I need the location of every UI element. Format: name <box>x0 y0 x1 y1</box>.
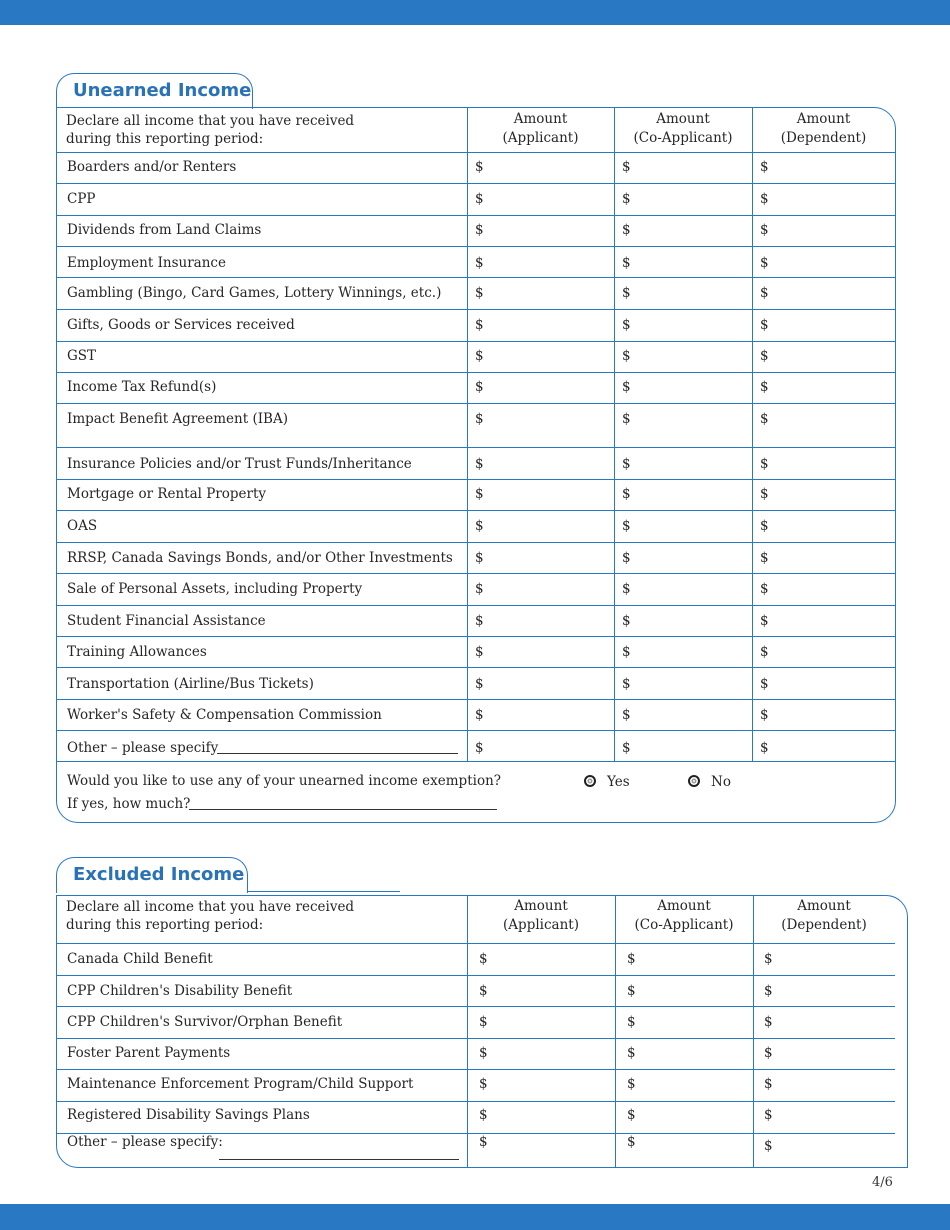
row-divider <box>56 542 895 543</box>
amount-dependent-field[interactable]: $ <box>760 550 769 566</box>
amount-applicant-field[interactable]: $ <box>479 1045 488 1061</box>
col-label-amount: Amount <box>796 111 851 127</box>
amount-applicant-field[interactable]: $ <box>475 740 484 756</box>
row-divider <box>56 605 895 606</box>
row-label: Dividends from Land Claims <box>67 222 262 238</box>
amount-coapplicant-field[interactable]: $ <box>622 676 631 692</box>
amount-dependent-field[interactable]: $ <box>760 159 769 175</box>
col-label-amount: Amount <box>657 898 711 914</box>
amount-dependent-field[interactable]: $ <box>760 486 769 502</box>
amount-dependent-field[interactable]: $ <box>760 411 769 427</box>
amount-dependent-field[interactable]: $ <box>760 518 769 534</box>
amount-applicant-field[interactable]: $ <box>475 518 484 534</box>
row-label: Employment Insurance <box>67 255 226 271</box>
row-divider <box>56 309 895 310</box>
row-divider <box>56 1133 895 1134</box>
col-label-amount: Amount <box>656 111 710 127</box>
exemption-no-label: No <box>711 774 731 790</box>
amount-applicant-field[interactable]: $ <box>475 676 484 692</box>
row-divider <box>56 699 895 700</box>
amount-dependent-field[interactable]: $ <box>760 379 769 395</box>
row-divider <box>56 943 895 944</box>
row-label: Other – please specify <box>67 740 219 756</box>
amount-coapplicant-field[interactable]: $ <box>622 348 631 364</box>
amount-dependent-field[interactable]: $ <box>760 348 769 364</box>
amount-coapplicant-field[interactable]: $ <box>622 581 631 597</box>
amount-coapplicant-field[interactable]: $ <box>627 1076 636 1092</box>
row-label: Income Tax Refund(s) <box>67 379 217 395</box>
row-divider <box>56 403 895 404</box>
row-divider <box>56 1038 895 1039</box>
exemption-question: Would you like to use any of your unearned income exemption? <box>67 773 502 789</box>
amount-coapplicant-field[interactable]: $ <box>622 159 631 175</box>
col-label-applicant: (Applicant) <box>503 917 579 933</box>
row-label: RRSP, Canada Savings Bonds, and/or Other Investments <box>67 550 453 566</box>
col-coapplicant-header <box>615 897 753 935</box>
amount-applicant-field[interactable]: $ <box>479 1076 488 1092</box>
row-divider <box>56 573 895 574</box>
amount-applicant-field[interactable]: $ <box>479 1107 488 1123</box>
exemption-yes-radio[interactable] <box>584 775 596 787</box>
amount-dependent-field[interactable]: $ <box>764 1045 773 1061</box>
row-divider <box>56 1006 895 1007</box>
amount-applicant-field[interactable]: $ <box>475 581 484 597</box>
amount-applicant-field[interactable]: $ <box>475 707 484 723</box>
top-banner <box>0 0 950 25</box>
amount-applicant-field[interactable]: $ <box>475 550 484 566</box>
amount-applicant-field[interactable]: $ <box>475 317 484 333</box>
row-divider <box>56 277 895 278</box>
row-divider <box>56 479 895 480</box>
row-divider <box>56 341 895 342</box>
row-divider <box>56 510 895 511</box>
row-label: Insurance Policies and/or Trust Funds/Inheritance <box>67 456 412 472</box>
amount-coapplicant-field[interactable]: $ <box>622 486 631 502</box>
row-label: Sale of Personal Assets, including Property <box>67 581 363 597</box>
declare-line-2: during this reporting period: <box>66 917 264 933</box>
col-label-amount: Amount <box>514 898 568 914</box>
amount-dependent-field[interactable]: $ <box>760 740 769 756</box>
amount-coapplicant-field[interactable]: $ <box>622 613 631 629</box>
amount-coapplicant-field[interactable]: $ <box>627 1014 636 1030</box>
amount-applicant-field[interactable]: $ <box>475 644 484 660</box>
amount-coapplicant-field[interactable]: $ <box>622 317 631 333</box>
declare-line-2: during this reporting period: <box>66 131 264 147</box>
row-divider <box>56 636 895 637</box>
exemption-amount-label: If yes, how much? <box>67 796 191 812</box>
col-applicant-header <box>467 110 614 148</box>
col-label-amount: Amount <box>797 898 851 914</box>
amount-dependent-field[interactable]: $ <box>760 191 769 207</box>
row-label: CPP Children's Survivor/Orphan Benefit <box>67 1014 343 1030</box>
col-label-amount: Amount <box>513 111 568 127</box>
row-divider <box>56 246 895 247</box>
amount-applicant-field[interactable]: $ <box>475 486 484 502</box>
row-label: Worker's Safety & Compensation Commission <box>67 707 382 723</box>
amount-dependent-field[interactable]: $ <box>760 613 769 629</box>
exemption-yes-label: Yes <box>607 774 630 790</box>
row-divider <box>56 667 895 668</box>
amount-dependent-field[interactable]: $ <box>764 1014 773 1030</box>
amount-coapplicant-field[interactable]: $ <box>622 644 631 660</box>
amount-dependent-field[interactable]: $ <box>764 1107 773 1123</box>
amount-coapplicant-field[interactable]: $ <box>627 951 636 967</box>
row-label: Maintenance Enforcement Program/Child Support <box>67 1076 414 1092</box>
amount-applicant-field[interactable]: $ <box>475 285 484 301</box>
amount-dependent-field[interactable]: $ <box>764 1076 773 1092</box>
row-label: Mortgage or Rental Property <box>67 486 267 502</box>
row-label: Gambling (Bingo, Card Games, Lottery Winnings, etc.) <box>67 285 442 301</box>
amount-applicant-field[interactable]: $ <box>475 191 484 207</box>
amount-coapplicant-field[interactable]: $ <box>627 1134 636 1150</box>
amount-applicant-field[interactable]: $ <box>479 983 488 999</box>
amount-applicant-field[interactable]: $ <box>475 159 484 175</box>
amount-coapplicant-field[interactable]: $ <box>622 550 631 566</box>
amount-coapplicant-field[interactable]: $ <box>622 285 631 301</box>
amount-applicant-field[interactable]: $ <box>479 1014 488 1030</box>
row-divider <box>56 152 895 153</box>
amount-coapplicant-field[interactable]: $ <box>622 707 631 723</box>
unearned-income-title: Unearned Income <box>56 73 253 109</box>
row-divider <box>56 372 895 373</box>
amount-coapplicant-field[interactable]: $ <box>622 456 631 472</box>
column-divider <box>467 895 468 1168</box>
column-divider <box>615 895 616 1168</box>
declare-line-1: Declare all income that you have received <box>66 899 355 915</box>
other-specify-field[interactable] <box>217 753 458 754</box>
row-label: Gifts, Goods or Services received <box>67 317 295 333</box>
col-dependent-header <box>753 897 895 935</box>
amount-coapplicant-field[interactable]: $ <box>622 255 631 271</box>
col-label-coapplicant: (Co-Applicant) <box>633 130 733 146</box>
amount-coapplicant-field[interactable]: $ <box>627 1107 636 1123</box>
amount-coapplicant-field[interactable]: $ <box>622 518 631 534</box>
row-label: Registered Disability Savings Plans <box>67 1107 310 1123</box>
row-label: GST <box>67 348 97 364</box>
row-divider <box>56 183 895 184</box>
row-divider <box>56 447 895 448</box>
amount-coapplicant-field[interactable]: $ <box>622 222 631 238</box>
col-dependent-header <box>752 110 895 148</box>
row-divider <box>56 730 895 731</box>
row-divider <box>56 761 895 762</box>
amount-applicant-field[interactable]: $ <box>475 222 484 238</box>
col-coapplicant-header <box>614 110 752 148</box>
amount-coapplicant-field[interactable]: $ <box>622 740 631 756</box>
col-label-coapplicant: (Co-Applicant) <box>634 917 734 933</box>
excluded-income-title: Excluded Income <box>56 857 248 893</box>
row-label: CPP Children's Disability Benefit <box>67 983 293 999</box>
row-label: Boarders and/or Renters <box>67 159 237 175</box>
tab-underline <box>247 891 400 892</box>
row-label: Transportation (Airline/Bus Tickets) <box>67 676 314 692</box>
amount-dependent-field[interactable]: $ <box>760 581 769 597</box>
row-label: Foster Parent Payments <box>67 1045 231 1061</box>
exemption-no-radio[interactable] <box>688 775 700 787</box>
column-divider <box>752 107 753 761</box>
amount-dependent-field[interactable]: $ <box>764 983 773 999</box>
row-label: Canada Child Benefit <box>67 951 213 967</box>
amount-applicant-field[interactable]: $ <box>475 456 484 472</box>
other-specify-field[interactable] <box>219 1159 459 1160</box>
amount-dependent-field[interactable]: $ <box>764 1138 773 1154</box>
row-label: OAS <box>67 518 98 534</box>
amount-dependent-field[interactable]: $ <box>760 707 769 723</box>
amount-applicant-field[interactable]: $ <box>475 613 484 629</box>
amount-coapplicant-field[interactable]: $ <box>627 983 636 999</box>
amount-dependent-field[interactable]: $ <box>760 317 769 333</box>
column-divider <box>467 107 468 761</box>
declare-line-1: Declare all income that you have received <box>66 113 355 129</box>
amount-dependent-field[interactable]: $ <box>760 285 769 301</box>
col-label-dependent: (Dependent) <box>780 130 867 146</box>
page-number: 4/6 <box>872 1175 893 1190</box>
row-divider <box>56 215 895 216</box>
amount-applicant-field[interactable]: $ <box>475 379 484 395</box>
row-label: Student Financial Assistance <box>67 613 266 629</box>
amount-dependent-field[interactable]: $ <box>760 644 769 660</box>
row-label: CPP <box>67 191 96 207</box>
amount-applicant-field[interactable]: $ <box>479 1134 488 1150</box>
amount-coapplicant-field[interactable]: $ <box>627 1045 636 1061</box>
row-divider <box>56 1101 895 1102</box>
column-divider <box>753 895 754 1168</box>
bottom-banner <box>0 1204 950 1230</box>
amount-coapplicant-field[interactable]: $ <box>622 411 631 427</box>
amount-coapplicant-field[interactable]: $ <box>622 191 631 207</box>
row-label: Impact Benefit Agreement (IBA) <box>67 411 288 427</box>
amount-dependent-field[interactable]: $ <box>760 676 769 692</box>
amount-dependent-field[interactable]: $ <box>760 255 769 271</box>
row-divider <box>56 1069 895 1070</box>
amount-applicant-field[interactable]: $ <box>475 348 484 364</box>
amount-applicant-field[interactable]: $ <box>475 255 484 271</box>
amount-applicant-field[interactable]: $ <box>475 411 484 427</box>
column-divider <box>614 107 615 761</box>
col-label-dependent: (Dependent) <box>781 917 867 933</box>
amount-dependent-field[interactable]: $ <box>764 951 773 967</box>
col-label-applicant: (Applicant) <box>502 130 579 146</box>
amount-applicant-field[interactable]: $ <box>479 951 488 967</box>
amount-dependent-field[interactable]: $ <box>760 456 769 472</box>
amount-dependent-field[interactable]: $ <box>760 222 769 238</box>
row-label: Training Allowances <box>67 644 207 660</box>
row-label: Other – please specify: <box>67 1134 223 1150</box>
exemption-amount-field[interactable] <box>189 809 497 810</box>
amount-coapplicant-field[interactable]: $ <box>622 379 631 395</box>
col-applicant-header <box>467 897 615 935</box>
row-divider <box>56 975 895 976</box>
